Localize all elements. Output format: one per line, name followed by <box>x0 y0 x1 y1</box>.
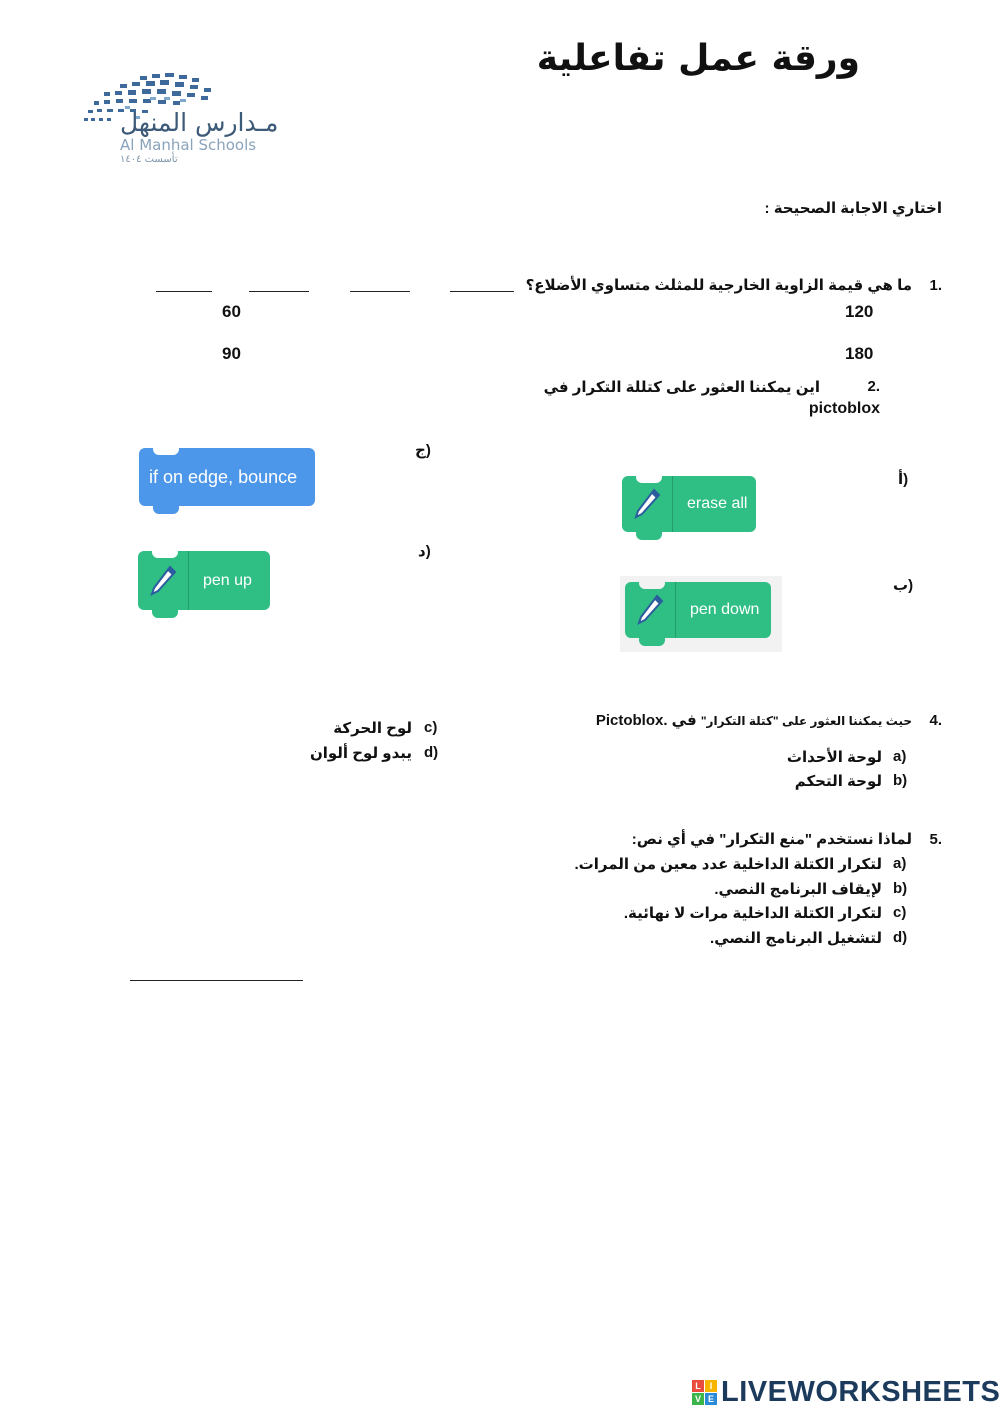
option-marker: د) <box>418 543 431 560</box>
option-marker: أ) <box>898 471 909 488</box>
answer-blank[interactable] <box>156 291 212 292</box>
option-letter: c) <box>424 719 438 736</box>
q2-number: 2. <box>867 378 880 395</box>
badge-cell: E <box>705 1393 717 1405</box>
q1-option: 120 <box>845 302 874 321</box>
answer-blank[interactable] <box>450 291 514 292</box>
q2-text-line2: pictoblox <box>808 400 880 417</box>
school-logo <box>80 70 330 170</box>
q5-option-text: لتكرار الكتلة الداخلية مرات لا نهائية. <box>623 905 882 922</box>
block-label: pen up <box>203 571 252 589</box>
q1-option: 90 <box>222 344 241 363</box>
q5-number: 5. <box>929 831 942 848</box>
option-letter: b) <box>893 880 908 897</box>
if-on-edge-bounce-block[interactable] <box>139 448 315 506</box>
erase-all-block[interactable] <box>622 476 756 532</box>
option-letter: a) <box>893 855 907 872</box>
option-letter: c) <box>893 904 907 921</box>
option-letter: d) <box>893 929 908 946</box>
q1-option: 180 <box>845 344 874 363</box>
q1-text: ما هي قيمة الزاوية الخارجية للمثلث متساوي الأضلاع؟ <box>525 277 912 294</box>
pen-down-block[interactable] <box>625 582 771 638</box>
badge-cell: I <box>705 1380 717 1392</box>
q4-option-text: لوحة التحكم <box>794 773 882 790</box>
q4-option-text: لوح الحركة <box>333 720 412 737</box>
pen-icon <box>625 582 676 638</box>
q4-text-part3: Pictoblox. <box>595 712 668 729</box>
option-letter: b) <box>893 772 908 789</box>
badge-cell: V <box>692 1393 704 1405</box>
q4-text-part2: في <box>667 712 701 729</box>
answer-blank[interactable] <box>350 291 410 292</box>
pen-icon <box>138 551 189 610</box>
q4-option-text: لوحة الأحداث <box>786 749 882 766</box>
option-marker: ج) <box>415 442 431 459</box>
q4-text-quote: "كتلة التكرار" <box>700 714 779 728</box>
badge-cell: L <box>692 1380 704 1392</box>
logo-arabic-name: مـدارس المنهل <box>120 108 279 137</box>
q2-text: اين يمكننا العثور على كتللة التكرار في <box>543 379 820 396</box>
instruction: اختاري الاجابة الصحيحة : <box>764 200 942 217</box>
q1-option: 60 <box>222 302 241 321</box>
q4-option-text: يبدو لوح ألوان <box>309 745 412 762</box>
option-marker: ب) <box>893 577 914 594</box>
logo-english-name: Al Manhal Schools <box>120 136 257 154</box>
q4-text-part1: حيث يمكننا العثور على <box>778 714 912 728</box>
pen-up-block[interactable] <box>138 551 270 610</box>
q5-option-text: لإيقاف البرنامج النصي. <box>714 881 882 898</box>
page-title: ورقة عمل تفاعلية <box>536 38 860 79</box>
liveworksheets-brand <box>692 1376 1000 1409</box>
brand-badge-icon <box>692 1380 717 1405</box>
block-label: if on edge, bounce <box>149 466 298 487</box>
pen-icon <box>622 476 673 532</box>
brand-name: LIVEWORKSHEETS <box>721 1376 1000 1408</box>
q5-option-text: لتكرار الكتلة الداخلية عدد معين من المرات. <box>574 856 882 873</box>
option-letter: a) <box>893 748 907 765</box>
q4-text <box>596 711 912 729</box>
answer-blank[interactable] <box>130 980 303 981</box>
option-letter: d) <box>424 744 439 761</box>
block-label: pen down <box>690 601 760 618</box>
q5-option-text: لتشغيل البرنامج النصي. <box>710 930 882 947</box>
block-label: erase all <box>687 495 748 512</box>
q4-number: 4. <box>929 712 942 729</box>
q5-text: لماذا نستخدم "منع التكرار" في أي نص: <box>631 831 912 848</box>
q1-number: 1. <box>929 277 942 294</box>
answer-blank[interactable] <box>249 291 309 292</box>
logo-year: تأسست ١٤٠٤ <box>120 154 178 165</box>
